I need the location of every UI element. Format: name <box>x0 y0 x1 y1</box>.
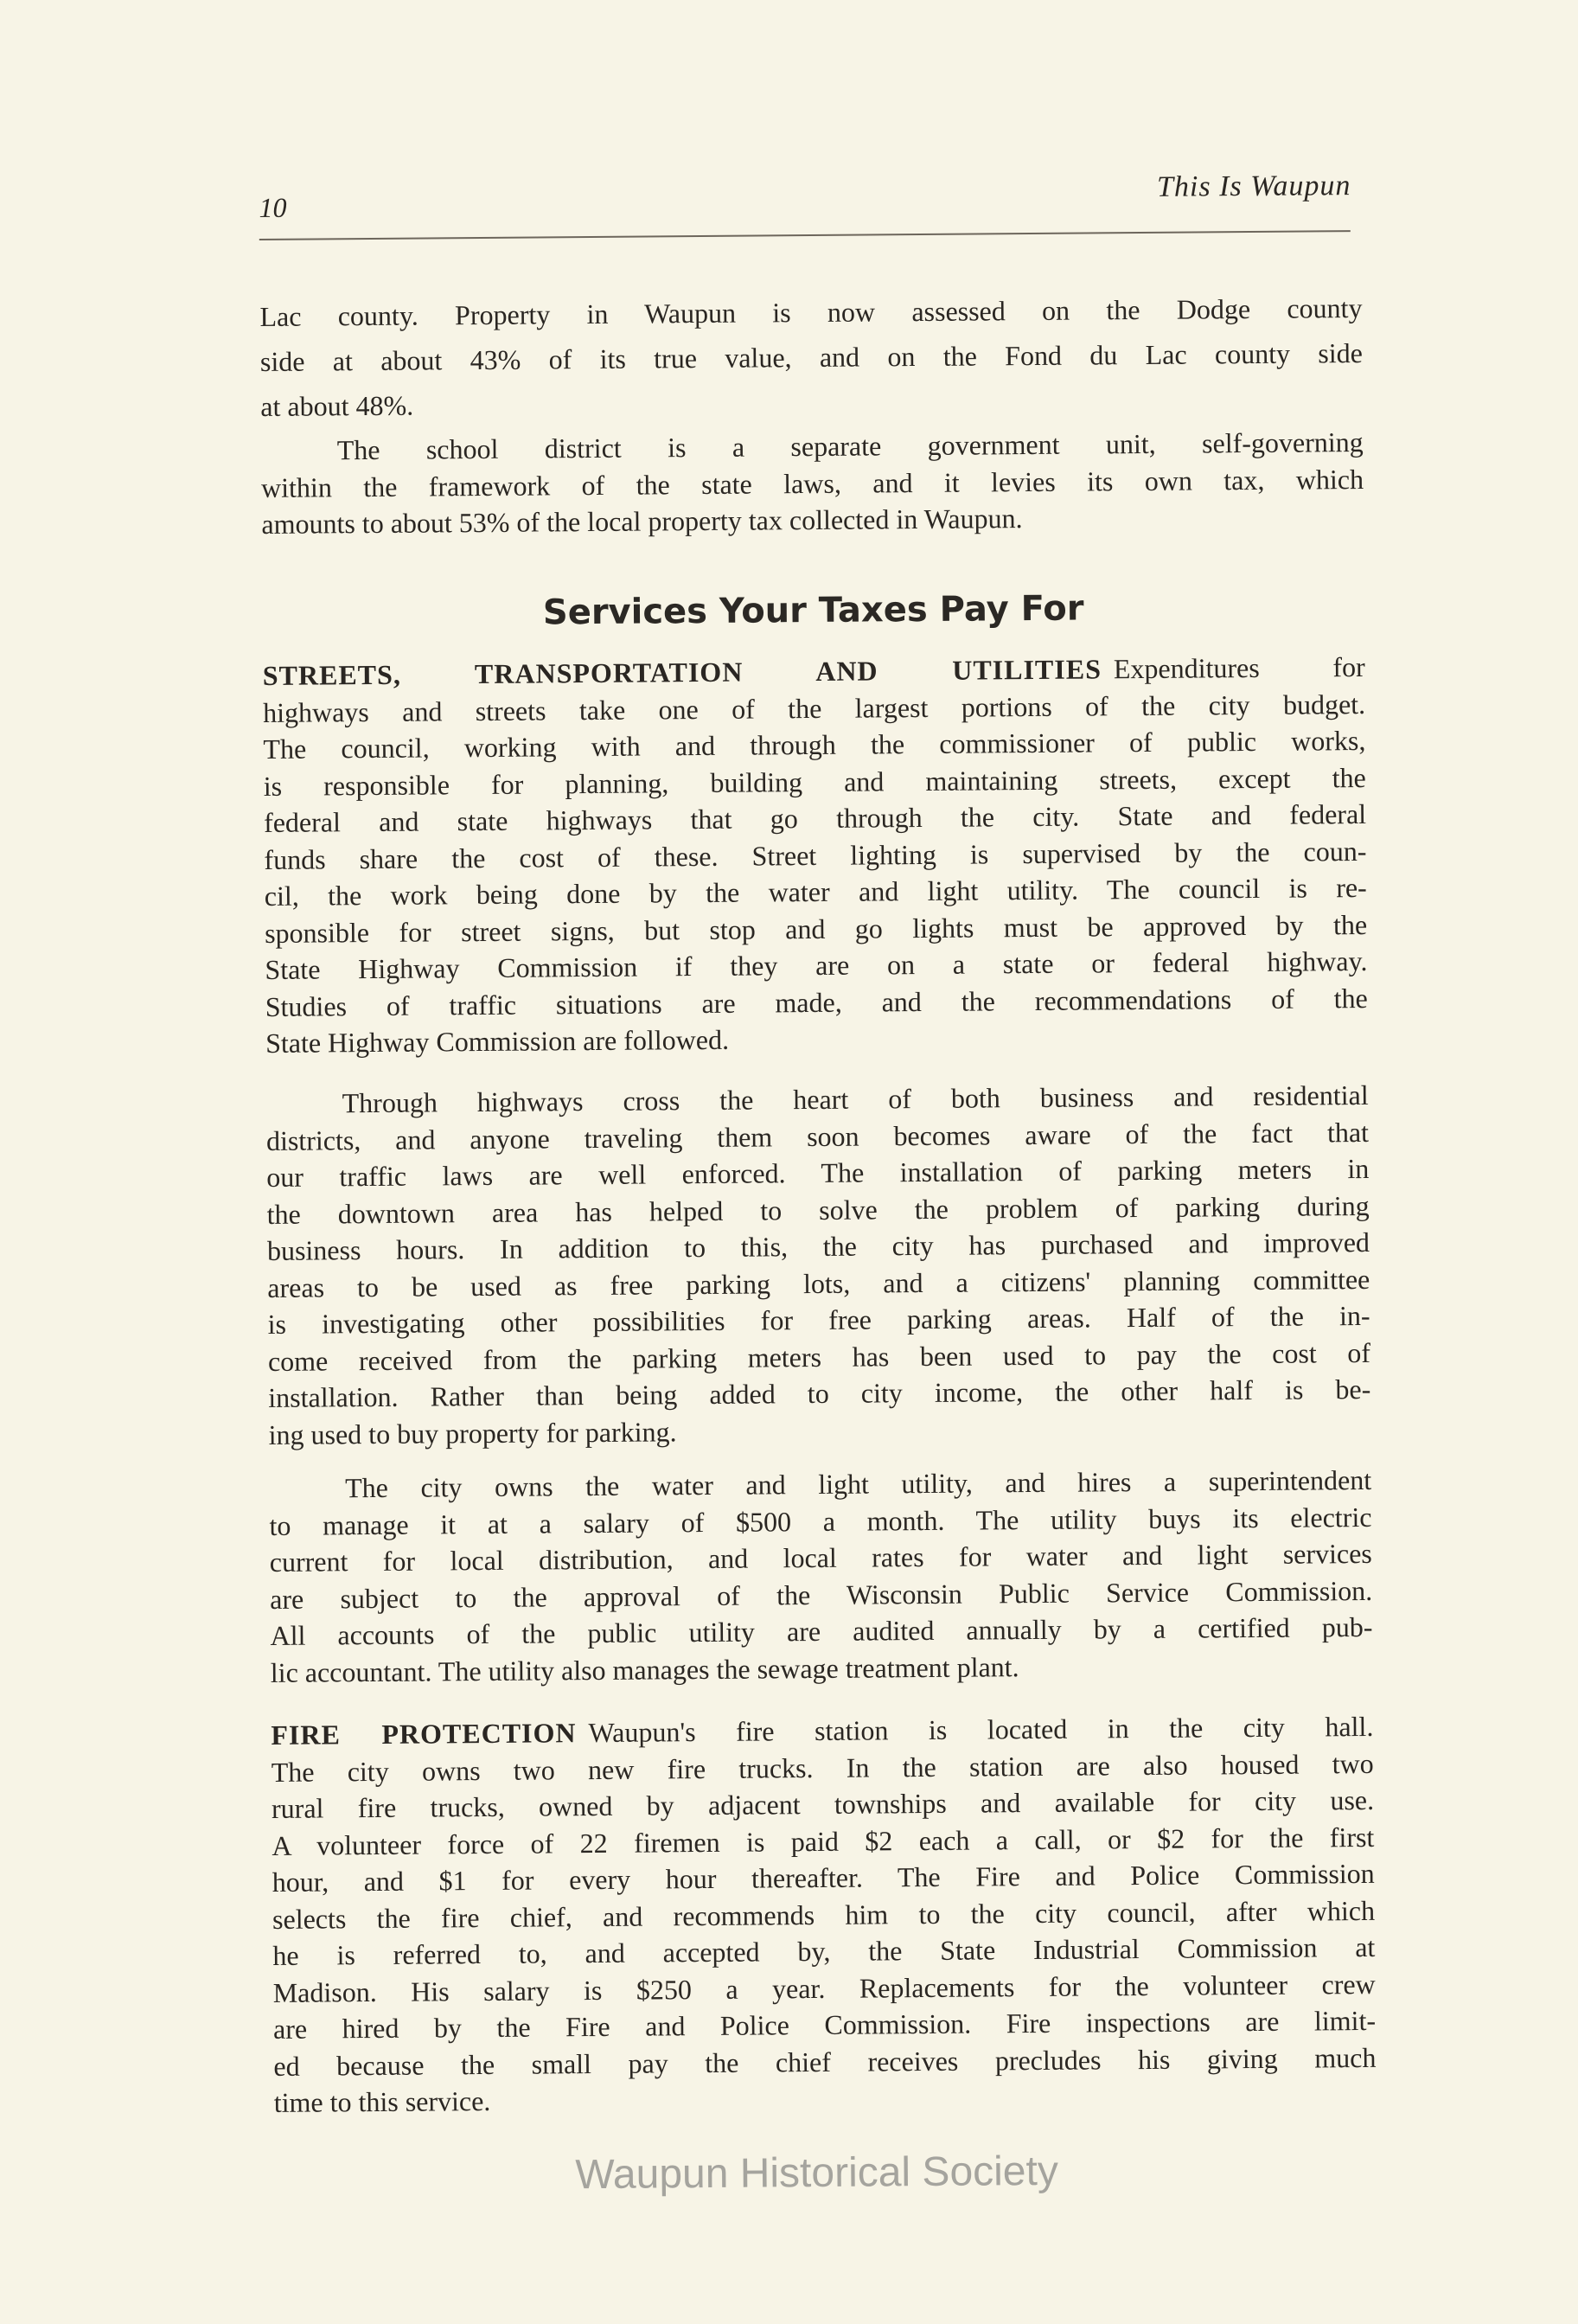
text-line: Through highways cross the heart of both business and residential <box>342 1079 1369 1119</box>
text-line: A volunteer force of 22 firemen is paid $2 each a call, or $2 for the first <box>272 1821 1375 1861</box>
text-line: is responsible for planning, building and maintaining streets, except the <box>263 761 1366 802</box>
text-line: rural fire trucks, owned by adjacent townships and available for city use. <box>271 1783 1375 1824</box>
text-line: installation. Rather than being added to city income, the other half is be- <box>268 1373 1371 1413</box>
text-line: current for local distribution, and local rates for water and light services <box>269 1537 1372 1578</box>
text-line: federal and state highways that go through the city. State and federal <box>263 797 1367 838</box>
text-line: at about 48%. <box>260 389 414 422</box>
text-line: Madison. His salary is $250 a year. Replacements for the volunteer crew <box>272 1968 1376 2008</box>
run-in-heading: FIRE PROTECTION <box>271 1717 577 1751</box>
text-line: he is referred to, and accepted by, the State Industrial Commission at <box>272 1930 1376 1971</box>
text-line: cil, the work being done by the water and light utility. The council is re- <box>264 871 1367 912</box>
paragraph-highways <box>266 1077 1371 1453</box>
paragraph-assessment <box>259 285 1363 429</box>
text-line: Studies of traffic situations are made, and the recommendations of the <box>265 982 1368 1022</box>
text-line: is investigating other possibilities for free parking areas. Half of the in- <box>267 1299 1370 1340</box>
text-line: the downtown area has helped to solve the problem of parking during <box>266 1189 1370 1230</box>
text-line: sponsible for street signs, but stop and go lights must be approved by the <box>264 908 1368 949</box>
paragraph-fire-protection <box>271 1708 1377 2121</box>
text-line: business hours. In addition to this, the city has purchased and improved <box>266 1226 1370 1266</box>
text-line: ing used to buy property for parking. <box>268 1415 677 1450</box>
text-line: areas to be used as free parking lots, and a citizens' planning committee <box>267 1263 1370 1303</box>
text-line: highways and streets take one of the largest portions of the city budget. <box>262 688 1366 728</box>
text-line: time to this service. <box>273 2084 491 2118</box>
text-line: amounts to about 53% of the local property tax collected in Waupun. <box>261 503 1023 540</box>
text-line: The city owns the water and light utility, and hires a superintendent <box>345 1463 1372 1504</box>
page-number: 10 <box>259 191 287 224</box>
text-line: are hired by the Fire and Police Commission. Fire inspections are limit- <box>272 2004 1377 2045</box>
section-heading: Services Your Taxes Pay For <box>542 588 1084 633</box>
text-span: Waupun's fire station is located in the city hall. <box>588 1710 1374 1749</box>
text-line: come received from the parking meters has been used to pay the cost of <box>267 1336 1371 1377</box>
text-line: side at about 43% of its true value, and on the Fond du Lac county side <box>259 336 1364 377</box>
text-line: Lac county. Property in Waupun is now assessed on the Dodge county <box>259 291 1363 332</box>
header-rule <box>259 230 1351 240</box>
text-line: to manage it at a salary of $500 a month. The utility buys its electric <box>269 1501 1372 1541</box>
text-line: hour, and $1 for every hour thereafter. The Fire and Police Commission <box>272 1857 1375 1898</box>
text-line: funds share the cost of these. Street lighting is supervised by the coun- <box>264 835 1367 875</box>
running-title: This Is Waupun <box>1156 170 1351 203</box>
run-in-heading: STREETS, TRANSPORTATION AND UTILITIES <box>262 653 1102 691</box>
text-line: The city owns two new fire trucks. In the station are also housed two <box>271 1747 1374 1788</box>
text-line: All accounts of the public utility are audited annually by a certified pub- <box>270 1610 1373 1651</box>
text-line: lic accountant. The utility also manages the sewage treatment plant. <box>270 1650 1019 1688</box>
text-line: ed because the small pay the chief receives precludes his giving much <box>273 2041 1377 2082</box>
paragraph-streets <box>263 649 1369 1061</box>
text-line: State Highway Commission are followed. <box>265 1023 730 1059</box>
text-line: are subject to the approval of the Wisconsin Public Service Commission. <box>270 1574 1373 1615</box>
text-line: selects the fire chief, and recommends him to the city council, after which <box>272 1894 1376 1935</box>
text-line: our traffic laws are well enforced. The installation of parking meters in <box>266 1152 1370 1193</box>
watermark: Waupun Historical Society <box>575 2148 1059 2199</box>
paragraph-school-district <box>261 424 1364 543</box>
text-line: State Highway Commission if they are on a state or federal highway. <box>265 944 1368 985</box>
text-span: Expenditures for <box>1113 650 1365 685</box>
paragraph-utility <box>269 1462 1373 1691</box>
text-line: districts, and anyone traveling them soon becomes aware of the fact that <box>265 1116 1370 1156</box>
text-line: within the framework of the state laws, and it levies its own tax, which <box>260 463 1364 503</box>
text-line: The council, working with and through the commissioner of public works, <box>263 724 1366 765</box>
text-line: The school district is a separate government unit, self-governing <box>336 426 1364 466</box>
